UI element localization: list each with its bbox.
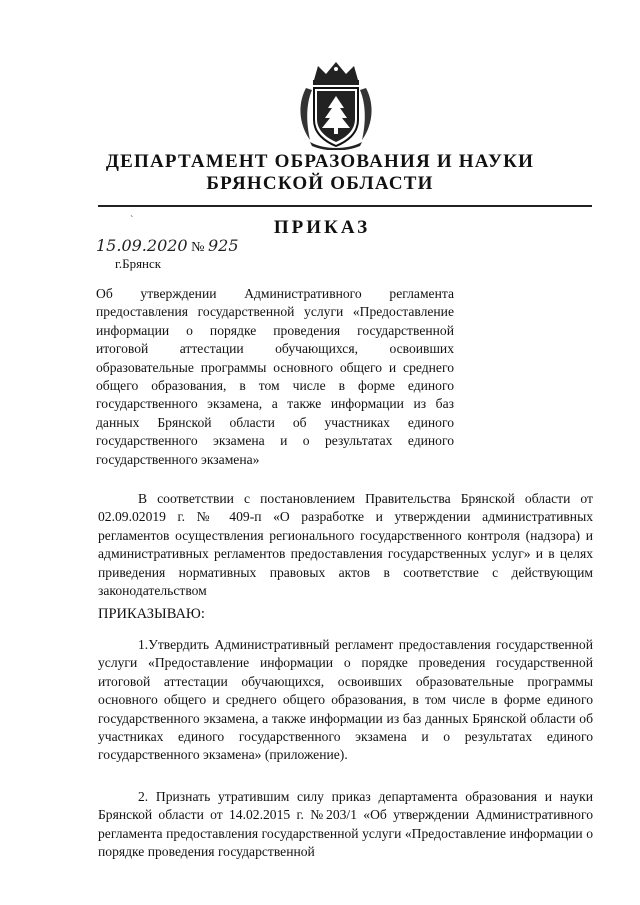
preamble-paragraph: В соответствии с постановлением Правительства Брянской области от 02.09.02019 г. № 409-п «О разработке и утверждении административных регламентов осуществления регионального государственного контроля (надзора) и административных регламентов предоставления государственных услуг» и в целях приведения нормативных правовых актов в соответствие с действующим законодательством bbox=[98, 491, 593, 599]
scan-mark: ` bbox=[130, 215, 134, 226]
date-number-line bbox=[96, 236, 239, 256]
order-word: ПРИКАЗЫВАЮ: bbox=[98, 606, 205, 622]
city: г.Брянск bbox=[115, 256, 162, 271]
handwritten-date: 15.09.2020 bbox=[96, 236, 188, 255]
handwritten-number: 925 bbox=[207, 236, 239, 255]
document-type: ПРИКАЗ bbox=[273, 217, 371, 238]
order-item-1: 1.Утвердить Административный регламент предоставления государственной услуги «Предоставление информации о порядке проведения государственной итоговой аттестации обучающихся, освоивших образовательные программы основного общего и среднего общего образования, в том числе в форме единого государственного экзамена, а также информации из баз данных Брянской области об участниках единого государственного экзамена и о результатах единого государственного экзамена» (приложение). bbox=[98, 637, 593, 763]
organization-name-line2: БРЯНСКОЙ ОБЛАСТИ bbox=[206, 173, 434, 194]
organization-name-line1: ДЕПАРТАМЕНТ ОБРАЗОВАНИЯ И НАУКИ bbox=[105, 151, 535, 172]
header-divider bbox=[98, 205, 592, 207]
coat-of-arms-icon bbox=[296, 58, 376, 150]
number-label: № bbox=[191, 240, 205, 255]
document-title: Об утверждении Административного регламента предоставления государственной услуги «Предоставление информации о порядке проведения государственной итоговой аттестации обучающихся, освоивших образовательные программы основного общего и среднего общего образования, в том числе в форме единого государственного экзамена, а также информации из баз данных Брянской области об участниках единого государственного экзамена и о результатах единого государственного экзамена» bbox=[96, 286, 454, 467]
order-item-2: 2. Признать утратившим силу приказ департамента образования и науки Брянской области от 14.02.2015 г. №203/1 «Об утверждении Административного регламента предоставления государственной услуги «Предоставление информации о порядке проведения государственной bbox=[98, 789, 593, 860]
